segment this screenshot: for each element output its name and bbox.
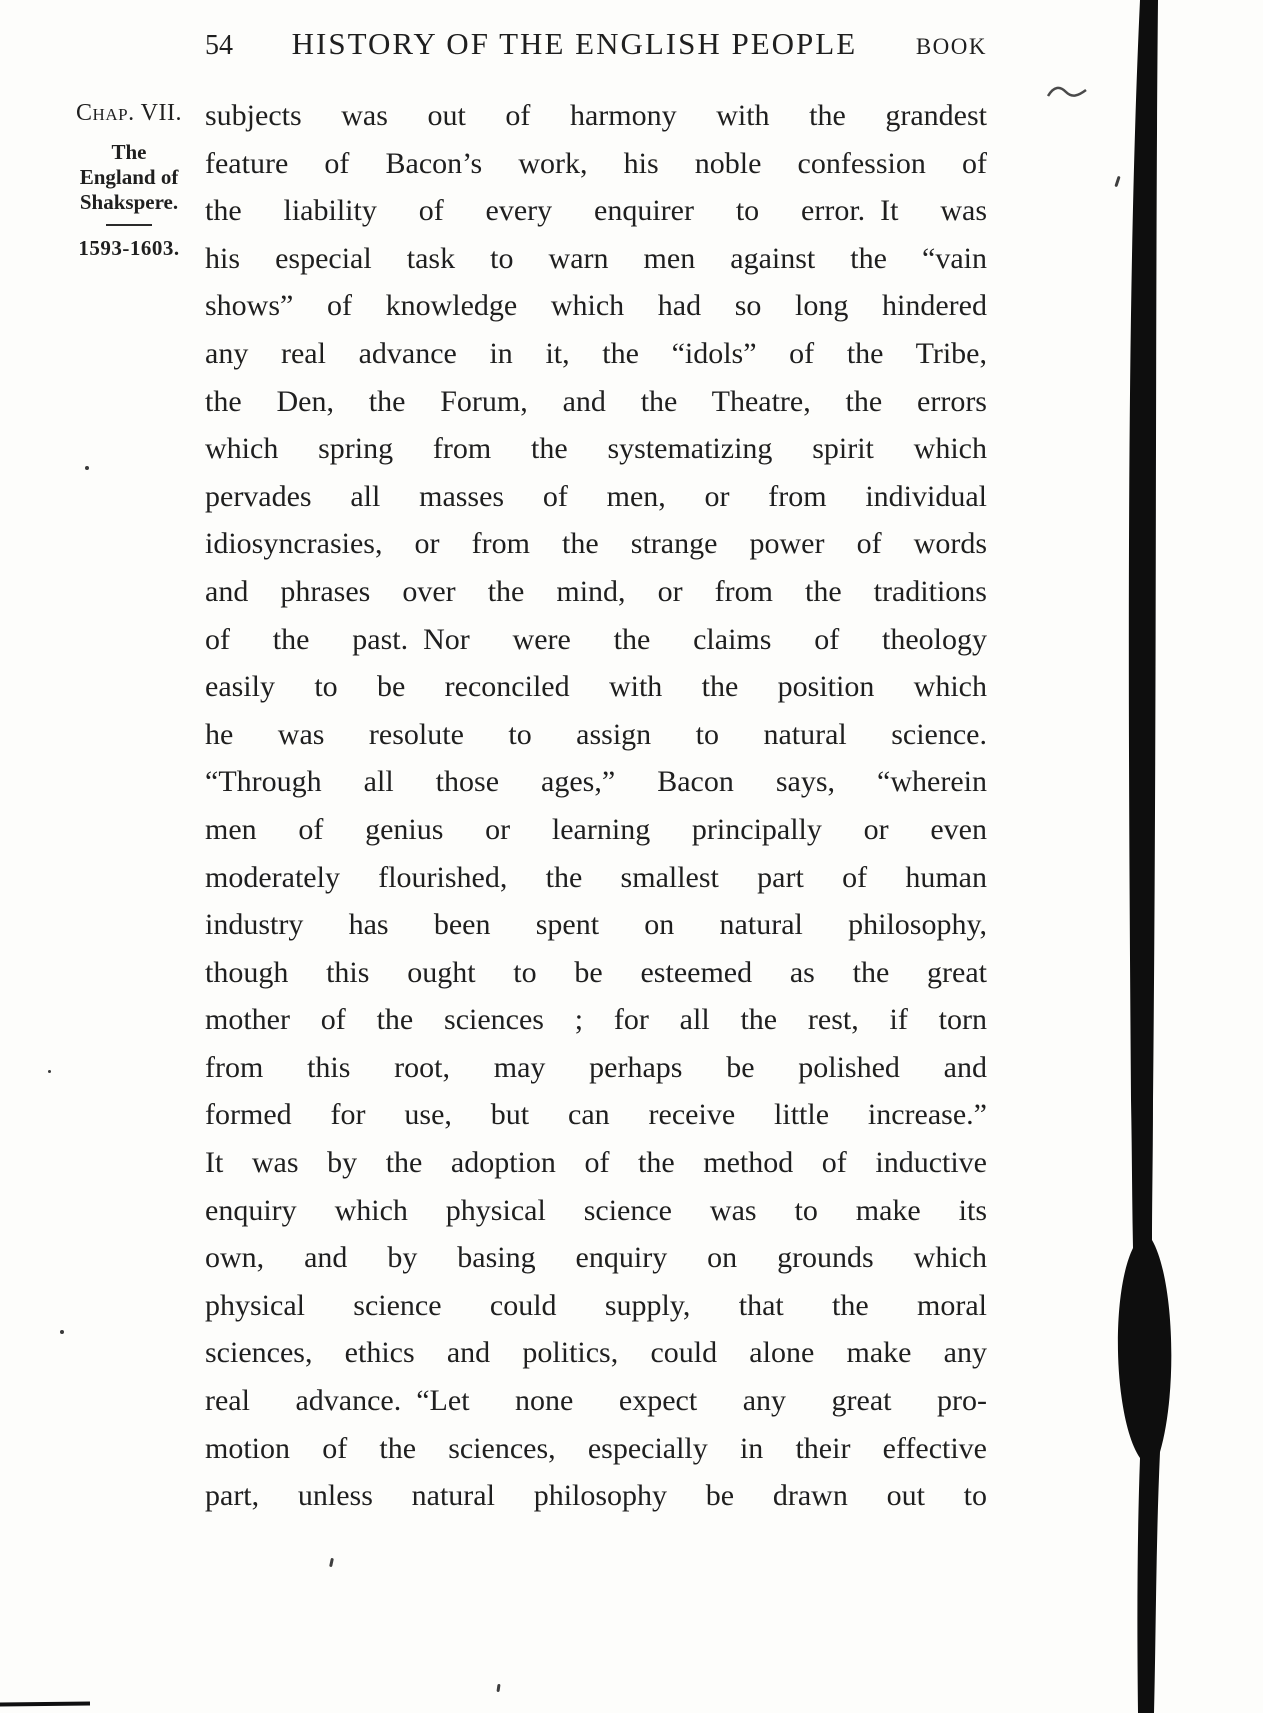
text-line: from this root, may perhaps be polished and <box>205 1050 987 1084</box>
text-line: the Den, the Forum, and the Theatre, the errors <box>205 384 987 418</box>
text-line: he was resolute to assign to natural science. <box>205 717 987 751</box>
text-line: part, unless natural philosophy be drawn out to <box>205 1479 987 1513</box>
text-line: men of genius or learning principally or even <box>205 812 987 846</box>
chapter-note: Chap. VII. <box>76 100 182 126</box>
text-line: idiosyncrasies, or from the strange power of words <box>205 527 987 561</box>
text-line: of the past. Nor were the claims of theology <box>205 622 987 656</box>
text-line: which spring from the systematizing spirit which <box>205 432 987 466</box>
scan-tick-artifact <box>329 1558 334 1567</box>
text-line: real advance. “Let none expect any great pro- <box>205 1384 987 1418</box>
margin-notes <box>58 100 200 261</box>
text-line: motion of the sciences, especially in their effective <box>205 1431 987 1465</box>
text-line: any real advance in it, the “idols” of the Tribe, <box>205 336 987 370</box>
text-line: moderately flourished, the smallest part of human <box>205 860 987 894</box>
text-line: though this ought to be esteemed as the great <box>205 955 987 989</box>
scan-speck <box>60 1330 64 1334</box>
text-line: feature of Bacon’s work, his noble confession of <box>205 146 987 180</box>
text-line: industry has been spent on natural philosophy, <box>205 908 987 942</box>
section-note-line: Shakspere. <box>79 190 179 214</box>
text-line: subjects was out of harmony with the grandest <box>205 99 987 132</box>
text-line: shows” of knowledge which had so long hindered <box>205 289 987 323</box>
text-line: easily to be reconciled with the position which <box>205 670 987 704</box>
text-line: own, and by basing enquiry on grounds which <box>205 1241 987 1275</box>
margin-rule <box>106 224 152 226</box>
text-line: physical science could supply, that the moral <box>205 1288 987 1322</box>
scan-speck <box>85 466 89 470</box>
text-line: pervades all masses of men, or from individual <box>205 479 987 513</box>
text-line: and phrases over the mind, or from the traditions <box>205 574 987 608</box>
section-note <box>58 140 200 215</box>
text-line: his especial task to warn men against the “vain <box>205 241 987 275</box>
section-note-line: The <box>111 140 147 164</box>
text-line: sciences, ethics and politics, could alone make any <box>205 1336 987 1370</box>
text-line: the liability of every enquirer to error. It was <box>205 194 987 228</box>
scan-squiggle-artifact <box>1046 84 1088 102</box>
scan-binding-artifact <box>1100 0 1184 1713</box>
page-number: 54 <box>205 30 233 61</box>
running-title: HISTORY OF THE ENGLISH PEOPLE <box>291 26 858 61</box>
page-header <box>205 26 987 62</box>
text-line: enquiry which physical science was to make its <box>205 1193 987 1227</box>
scan-speck <box>48 1070 51 1073</box>
text-line: formed for use, but can receive little increase.” <box>205 1098 987 1132</box>
scan-tick-artifact <box>496 1684 500 1692</box>
text-line: It was by the adoption of the method of inductive <box>205 1146 987 1180</box>
section-note-line: England of <box>79 165 179 189</box>
book-label: BOOK <box>915 34 987 59</box>
text-line: “Through all those ages,” Bacon says, “wherein <box>205 765 987 799</box>
date-range-note: 1593-1603. <box>78 236 180 260</box>
text-line: mother of the sciences ; for all the rest, if torn <box>205 1003 987 1037</box>
body-text <box>205 92 987 1520</box>
scan-edge-artifact <box>0 1702 90 1707</box>
